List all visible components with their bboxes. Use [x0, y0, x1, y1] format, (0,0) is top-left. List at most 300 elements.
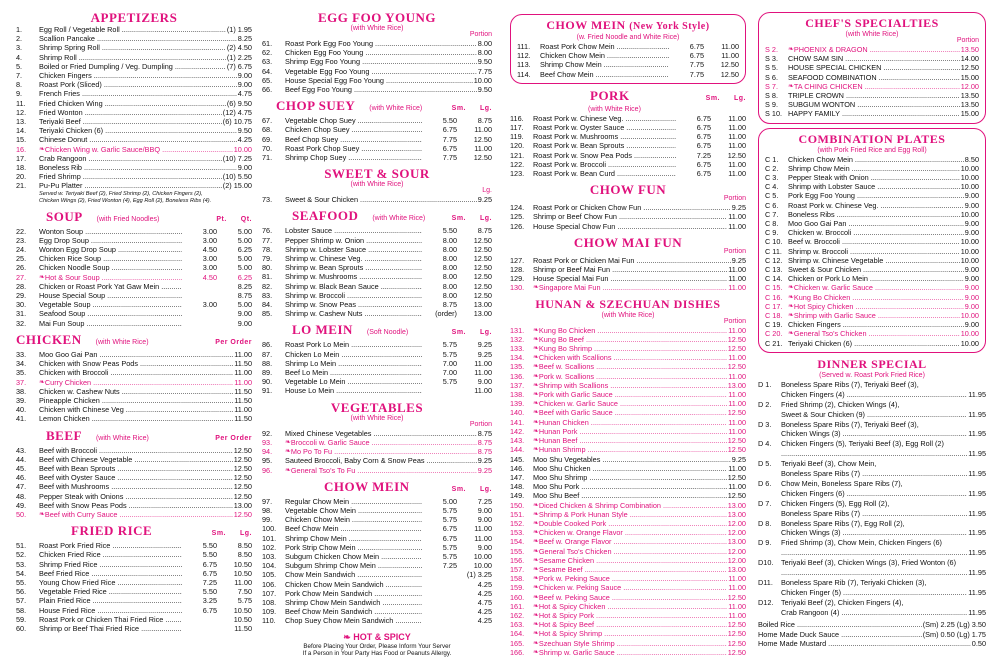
- spacer: [758, 469, 781, 479]
- item-price: 12.50: [727, 408, 746, 418]
- item-name: Pepper Steak with Onion .....: [788, 173, 960, 182]
- item-price: 11.00: [728, 399, 746, 409]
- item-number: 71.: [262, 153, 273, 163]
- item-name: Chicken Fingers (6) .....: [781, 489, 967, 499]
- item-price-large: 8.75: [477, 226, 492, 236]
- menu-item: [758, 420, 986, 430]
- item-price-small: 6.75: [696, 113, 711, 123]
- item-name: Plain Fried Rice .....: [39, 596, 182, 605]
- item-price: 13.00: [727, 564, 746, 574]
- item-number: 61.: [262, 39, 273, 48]
- item-name: Teriyaki Chicken (6) .....: [39, 126, 237, 135]
- item-price-large: 11.00: [474, 533, 492, 543]
- item-price: 11.95: [968, 607, 986, 617]
- item-name: Roast Pork Lo Mein .....: [285, 340, 422, 349]
- col-label: Lg.: [480, 105, 492, 113]
- item-name: Kung Bo Chicken .....: [539, 326, 727, 335]
- item-number: 12.: [16, 107, 27, 117]
- item-price: 9.00: [237, 71, 252, 81]
- menu-item: [16, 254, 252, 263]
- item-number: 28.: [16, 281, 27, 291]
- menu-item: [510, 436, 746, 445]
- pepper-icon: ❧: [788, 302, 794, 310]
- menu-item: [765, 237, 979, 246]
- item-name: Double Cooked Pork .....: [539, 519, 727, 528]
- pepper-icon: ❧: [39, 378, 45, 386]
- item-name: Chicken Fingers (5), Teriyaki Beef (3), Egg Roll (2): [781, 439, 944, 449]
- item-number: 67.: [262, 116, 273, 126]
- section-title: DINNER SPECIAL: [817, 356, 927, 371]
- menu-item: [262, 456, 492, 465]
- item-price-large: 6.25: [237, 245, 252, 255]
- menu-item: [16, 34, 252, 43]
- item-price-small: [182, 309, 217, 318]
- item-name: Shrimp w. Chinese Vegetable .....: [788, 256, 960, 265]
- item-number: 131.: [510, 325, 525, 335]
- item-number: 105.: [262, 570, 277, 580]
- item-name: Mo Po To Fu .....: [291, 447, 477, 456]
- item-price: 9.00: [964, 191, 979, 201]
- item-name: Hot & Spicy Pork .....: [539, 611, 727, 620]
- item-price-small: 4.50: [202, 272, 217, 282]
- item-price-large: 7.50: [237, 587, 252, 597]
- item-number: 151.: [510, 509, 525, 519]
- menu-item: [517, 70, 739, 79]
- menu-item: [262, 497, 492, 506]
- menu-item: [262, 245, 492, 254]
- item-number: 110.: [262, 616, 276, 626]
- menu-item: [765, 210, 979, 219]
- item-name: Shrimp Chow Mein .....: [788, 164, 960, 173]
- item-number: S 6.: [765, 72, 778, 82]
- menu-item: [765, 256, 979, 265]
- item-name: Chicken w. Broccoli .....: [788, 228, 964, 237]
- item-number: 38.: [16, 386, 27, 396]
- item-number: 142.: [510, 426, 525, 436]
- menu-item: [510, 629, 746, 638]
- item-number: 25.: [16, 254, 27, 264]
- spacer: [758, 449, 781, 459]
- item-price-large: 13.00: [473, 300, 492, 310]
- item-number: 119.: [510, 132, 524, 142]
- item-price-large: 11.00: [474, 524, 492, 534]
- menu-item: [262, 76, 492, 85]
- item-name: Moo Shu Vegetables .....: [533, 455, 731, 464]
- item-name: Hot & Sour Soup .....: [45, 273, 182, 282]
- menu-item: [765, 219, 979, 228]
- item-name: Roast Pork w. Chinese Veg. .....: [533, 114, 676, 123]
- item-price-small: 5.75: [442, 551, 457, 561]
- section-header: [262, 479, 492, 497]
- menu-item-line: [758, 489, 986, 499]
- item-price: 12.50: [233, 454, 252, 464]
- pepper-icon: ❧: [39, 273, 45, 281]
- pepper-icon: ❧: [39, 145, 45, 153]
- menu-item: [758, 620, 986, 630]
- item-name: Roast Pork Egg Foo Young .....: [285, 39, 477, 48]
- col-label: Pt.: [216, 215, 227, 223]
- item-price: 12.00: [960, 81, 979, 91]
- section-subtitle: (with White Rice): [95, 434, 149, 442]
- pepper-icon: ❧: [533, 381, 539, 389]
- menu-item: [517, 60, 739, 69]
- item-name: Roast Pork or Chicken Chow Fun .....: [533, 203, 731, 212]
- item-price-large: 4.25: [477, 579, 492, 589]
- item-name: Roast Pork (Sliced) .....: [39, 80, 237, 89]
- item-number: C 6.: [765, 200, 779, 210]
- item-price-small: [422, 589, 457, 598]
- menu-item: [16, 492, 252, 501]
- item-number: 109.: [262, 607, 277, 617]
- section-title: BEEF: [46, 427, 82, 443]
- item-number: 163.: [510, 620, 525, 630]
- pepper-icon: ❧: [533, 593, 539, 601]
- item-number: D 6.: [758, 478, 772, 488]
- item-number: 121.: [510, 150, 525, 160]
- item-price: 13.00: [727, 509, 746, 519]
- item-number: S 7.: [765, 81, 778, 91]
- menu-item: [16, 501, 252, 510]
- item-number: 120.: [510, 141, 525, 151]
- item-price: 9.00: [237, 80, 252, 90]
- item-price-large: 11.00: [474, 125, 492, 135]
- menu-column-1: [16, 6, 252, 633]
- item-number: 73.: [262, 195, 273, 205]
- menu-item: [262, 85, 492, 94]
- item-number: 162.: [510, 610, 525, 620]
- item-name: General Tso's To Fu .....: [291, 466, 477, 475]
- item-number: 18.: [16, 163, 27, 173]
- item-price-small: [182, 319, 217, 328]
- item-price-small: 7.25: [442, 561, 457, 571]
- item-price: 12.50: [727, 362, 746, 372]
- item-number: C 18.: [765, 311, 783, 321]
- item-name: Shrimp w. Mushrooms .....: [285, 272, 422, 281]
- section-subtitle: (with White Rice): [845, 31, 899, 38]
- pepper-icon: ❧: [533, 584, 539, 592]
- menu-item: [16, 319, 252, 328]
- item-number: 113.: [517, 60, 531, 70]
- combination-plates-section: [758, 128, 986, 353]
- item-name: Fried Shrimp (2), Chicken Wings (4),: [781, 399, 900, 409]
- menu-item: [758, 439, 986, 449]
- menu-item: [262, 263, 492, 272]
- item-name: Moo Shu Beef .....: [533, 491, 727, 500]
- item-price: 11.95: [968, 469, 986, 479]
- section-title-style: (New York Style): [629, 21, 710, 32]
- item-name: Vegetable Lo Mein .....: [285, 377, 422, 386]
- menu-item: [758, 459, 986, 469]
- platter-note: Served w. Teriyaki Beef (2), Fried Shrimp (2), Chicken Fingers (2),: [39, 190, 203, 197]
- item-name: Hot & Spicy Chicken .....: [539, 602, 727, 611]
- pepper-icon: ❧: [285, 466, 291, 474]
- item-name: TA CHING CHICKEN .....: [794, 82, 960, 91]
- item-price: (1) 1.95: [226, 25, 252, 34]
- item-number: 104.: [262, 561, 277, 571]
- item-number: 125.: [510, 212, 525, 222]
- item-price-small: 3.25: [202, 596, 217, 606]
- item-name: Scallion Pancake .....: [39, 34, 237, 43]
- pepper-icon: ❧: [788, 330, 794, 338]
- item-price: 13.00: [727, 537, 746, 547]
- item-name: Hot & Spicy Beef .....: [539, 620, 727, 629]
- item-name: Beef Chop Suey .....: [285, 135, 422, 144]
- item-price: 12.50: [727, 344, 746, 354]
- item-name: Lemon Chicken .....: [39, 414, 233, 423]
- item-name: Sweet & Sour Chicken .....: [788, 265, 964, 274]
- item-name: Beef with Garlic Sauce .....: [539, 408, 727, 417]
- item-number: C 21.: [765, 338, 783, 348]
- dot-leader: [781, 449, 967, 459]
- item-price: 12.50: [727, 647, 746, 657]
- menu-item-line: [758, 608, 986, 618]
- item-name: HOUSE SPECIAL CHICKEN .....: [788, 63, 960, 72]
- item-name: Chop Suey Chow Mein Sandwich .....: [285, 616, 422, 625]
- menu-item: [510, 537, 746, 546]
- item-number: 64.: [262, 66, 273, 76]
- pepper-icon: ❧: [343, 631, 354, 642]
- item-price-large: 8.25: [237, 281, 252, 291]
- pepper-icon: ❧: [533, 418, 539, 426]
- item-price: 11.00: [728, 353, 746, 363]
- item-price-large: 12.50: [720, 60, 739, 70]
- menu-item: [16, 455, 252, 464]
- section-header: [16, 428, 252, 446]
- item-name: Chow Mein, Boneless Spare Ribs (7),: [781, 478, 903, 488]
- item-price: 9.00: [964, 283, 979, 293]
- item-price-large: 10.00: [473, 551, 492, 561]
- item-price-large: 9.00: [477, 515, 492, 525]
- menu-item: [510, 482, 746, 491]
- item-price-large: 9.25: [477, 349, 492, 359]
- item-price-large: 9.25: [477, 340, 492, 350]
- item-name: Pepper Shrimp w. Onion .....: [285, 236, 422, 245]
- item-price-large: 12.50: [473, 272, 492, 282]
- item-number: 22.: [16, 226, 27, 236]
- item-number: C 13.: [765, 265, 783, 275]
- item-price: 11.00: [728, 221, 746, 231]
- menu-item: [510, 593, 746, 602]
- item-name: Chicken Fingers (5), Egg Roll (2),: [781, 498, 890, 508]
- section-title: HUNAN & SZECHUAN DISHES: [535, 296, 721, 311]
- item-price-small: 5.75: [442, 377, 457, 387]
- item-number: 47.: [16, 482, 27, 492]
- item-name: Shrimp Roll .....: [39, 53, 226, 62]
- col-label: Lg.: [480, 485, 492, 493]
- item-number: S 8.: [765, 91, 778, 101]
- item-price-small: 5.75: [442, 505, 457, 515]
- item-price: 9.25: [477, 456, 492, 466]
- menu-item: [16, 117, 252, 126]
- item-price: 11.95: [968, 409, 986, 419]
- item-price-small: 7.25: [202, 577, 217, 587]
- menu-item: [16, 396, 252, 405]
- item-price-small: 5.00: [442, 496, 457, 506]
- menu-item: [16, 62, 252, 71]
- pepper-icon: ❧: [533, 519, 539, 527]
- section-title: CHOW FUN: [589, 182, 667, 198]
- item-price: 12.50: [233, 463, 252, 473]
- item-number: 43.: [16, 445, 27, 455]
- item-price-small: 6.75: [689, 42, 704, 51]
- pepper-icon: ❧: [788, 312, 794, 320]
- pepper-icon: ❧: [533, 529, 539, 537]
- item-name: Boneless Spare Ribs (7), Teriyaki Beef (3),: [781, 419, 919, 429]
- item-number: C 16.: [765, 292, 783, 302]
- menu-item: [262, 300, 492, 309]
- item-name: Beef Fried Rice .....: [39, 569, 182, 578]
- item-number: 55.: [16, 577, 27, 587]
- item-name: Chicken Chow Mein .....: [788, 155, 964, 164]
- item-number: C 7.: [765, 209, 779, 219]
- menu-item: [262, 226, 492, 235]
- item-number: S 3.: [765, 54, 778, 64]
- menu-item: [262, 570, 492, 579]
- menu-item: [758, 519, 986, 529]
- soup-section: [16, 209, 252, 328]
- item-price-small: 8.00: [442, 290, 457, 300]
- item-name: Shrimp w. Cashew Nuts .....: [285, 309, 422, 318]
- item-name: Fried Shrimp .....: [39, 172, 222, 181]
- dot-leader: [781, 568, 967, 578]
- item-name: Roast Pork or Chicken Thai Fried Rice .....: [39, 615, 182, 624]
- item-price: 8.00: [477, 39, 492, 48]
- menu-item: [510, 556, 746, 565]
- section-title: APPETIZERS: [90, 10, 178, 25]
- item-number: 140.: [510, 408, 525, 418]
- item-number: 33.: [16, 349, 27, 359]
- item-name: Beef Chow Mein .....: [540, 70, 669, 79]
- item-price: (2) 4.50: [226, 43, 252, 53]
- section-title: SWEET & SOUR: [324, 166, 430, 182]
- item-price: 7.75: [477, 66, 492, 76]
- menu-item: [765, 164, 979, 173]
- item-price-large: 8.75: [477, 116, 492, 126]
- col-label: Portion: [723, 195, 746, 203]
- item-name: Chicken Wings (3) .....: [781, 528, 967, 538]
- chow-mai-fun-section: [510, 235, 746, 293]
- menu-item: [16, 99, 252, 108]
- item-price-small: 6.75: [689, 51, 704, 61]
- menu-item: [16, 43, 252, 52]
- item-number: 50.: [16, 509, 27, 519]
- item-price-small: 6.75: [696, 123, 711, 133]
- menu-item: [262, 543, 492, 552]
- spacer: [758, 410, 781, 420]
- item-number: 77.: [262, 235, 273, 245]
- item-number: 111.: [517, 42, 531, 51]
- item-name: Chicken Wing w. Garlic Sauce/BBQ .....: [45, 145, 233, 154]
- item-price: 9.00: [964, 200, 979, 210]
- menu-item: [510, 203, 746, 212]
- item-number: S 5.: [765, 63, 778, 73]
- menu-item: [510, 445, 746, 454]
- menu-item: [262, 368, 492, 377]
- pepper-icon: ❧: [533, 354, 539, 362]
- item-name: Hunan Beef .....: [539, 436, 727, 445]
- menu-item: [262, 534, 492, 543]
- item-price-large: 12.50: [727, 150, 746, 160]
- menu-item: [262, 282, 492, 291]
- col-label: Portion: [723, 247, 746, 255]
- item-number: 92.: [262, 428, 273, 438]
- item-number: 116.: [510, 113, 524, 123]
- section-title: CHOP SUEY: [276, 98, 356, 114]
- item-number: 137.: [510, 380, 525, 390]
- item-price: 12.50: [727, 445, 746, 455]
- item-number: 106.: [262, 579, 277, 589]
- pepper-icon: ❧: [788, 284, 794, 292]
- item-price: 10.00: [960, 246, 979, 256]
- item-name: Boiled or Fried Dumpling / Veg. Dumpling .....: [39, 62, 226, 71]
- item-name: Boiled Rice .....: [758, 620, 922, 630]
- menu-item: [510, 265, 746, 274]
- menu-item: [16, 615, 252, 624]
- item-name: Mixed Chinese Vegetables .....: [285, 429, 477, 438]
- menu-item: [510, 473, 746, 482]
- section-header: [16, 209, 252, 227]
- menu-item: [765, 45, 979, 54]
- item-name: Chicken or Roast Pork Yat Gaw Mein .....: [39, 282, 182, 291]
- menu-item: [16, 145, 252, 154]
- item-price: 10.00: [233, 144, 252, 154]
- menu-item: [758, 499, 986, 509]
- menu-item: [16, 300, 252, 309]
- item-price-large: 11.00: [474, 386, 492, 396]
- menu-item: [16, 163, 252, 172]
- item-number: 160.: [510, 592, 525, 602]
- item-number: 112.: [517, 51, 531, 61]
- item-name: Teriyaki Beef (3), Chicken Wings (3), Fried Wonton (6): [781, 558, 957, 568]
- item-name: Chicken Noodle Soup .....: [39, 263, 182, 272]
- item-name: Lobster Sauce .....: [285, 226, 422, 235]
- item-number: C 2.: [765, 163, 779, 173]
- item-price: 9.00: [964, 320, 979, 330]
- section-title: CHOW MEIN: [324, 478, 410, 494]
- item-name: Young Chow Fried Rice .....: [39, 578, 182, 587]
- item-number: 102.: [262, 542, 277, 552]
- item-price: 13.00: [233, 500, 252, 510]
- pepper-icon: ❧: [533, 409, 539, 417]
- item-name: Beef Lo Mein .....: [285, 368, 422, 377]
- item-name: Mai Fun Soup .....: [39, 319, 182, 328]
- menu-item: [510, 335, 746, 344]
- item-name: Subgum Shrimp Chow Mein .....: [285, 561, 422, 570]
- item-price: 9.00: [964, 301, 979, 311]
- item-price-small: 6.75: [696, 169, 711, 179]
- item-name: Shrimp with Garlic Sauce .....: [794, 311, 960, 320]
- menu-item: [510, 283, 746, 292]
- item-price-large: 9.00: [477, 377, 492, 387]
- item-price: 4.25: [237, 135, 252, 145]
- item-price-small: [422, 616, 457, 625]
- item-number: 107.: [262, 588, 277, 598]
- item-name: Roast Pork Chop Suey .....: [285, 144, 422, 153]
- item-number: 165.: [510, 638, 525, 648]
- menu-item-line: [758, 588, 986, 598]
- item-number: 117.: [510, 123, 524, 133]
- menu-item: [16, 245, 252, 254]
- item-price: 11.95: [968, 587, 986, 597]
- allergy-warning: Before Placing Your Order, Please Inform Your Server: [303, 642, 451, 650]
- menu-item: [758, 479, 986, 489]
- allergy-warning: If a Person in Your Party Has Food or Peanuts Allergy.: [302, 650, 452, 658]
- item-price: 12.50: [727, 629, 746, 639]
- section-subtitle: (with White Rice): [372, 215, 426, 223]
- item-name: Chicken or Pork Lo Mein .....: [788, 274, 964, 283]
- item-number: 46.: [16, 473, 27, 483]
- menu-item: [510, 362, 746, 371]
